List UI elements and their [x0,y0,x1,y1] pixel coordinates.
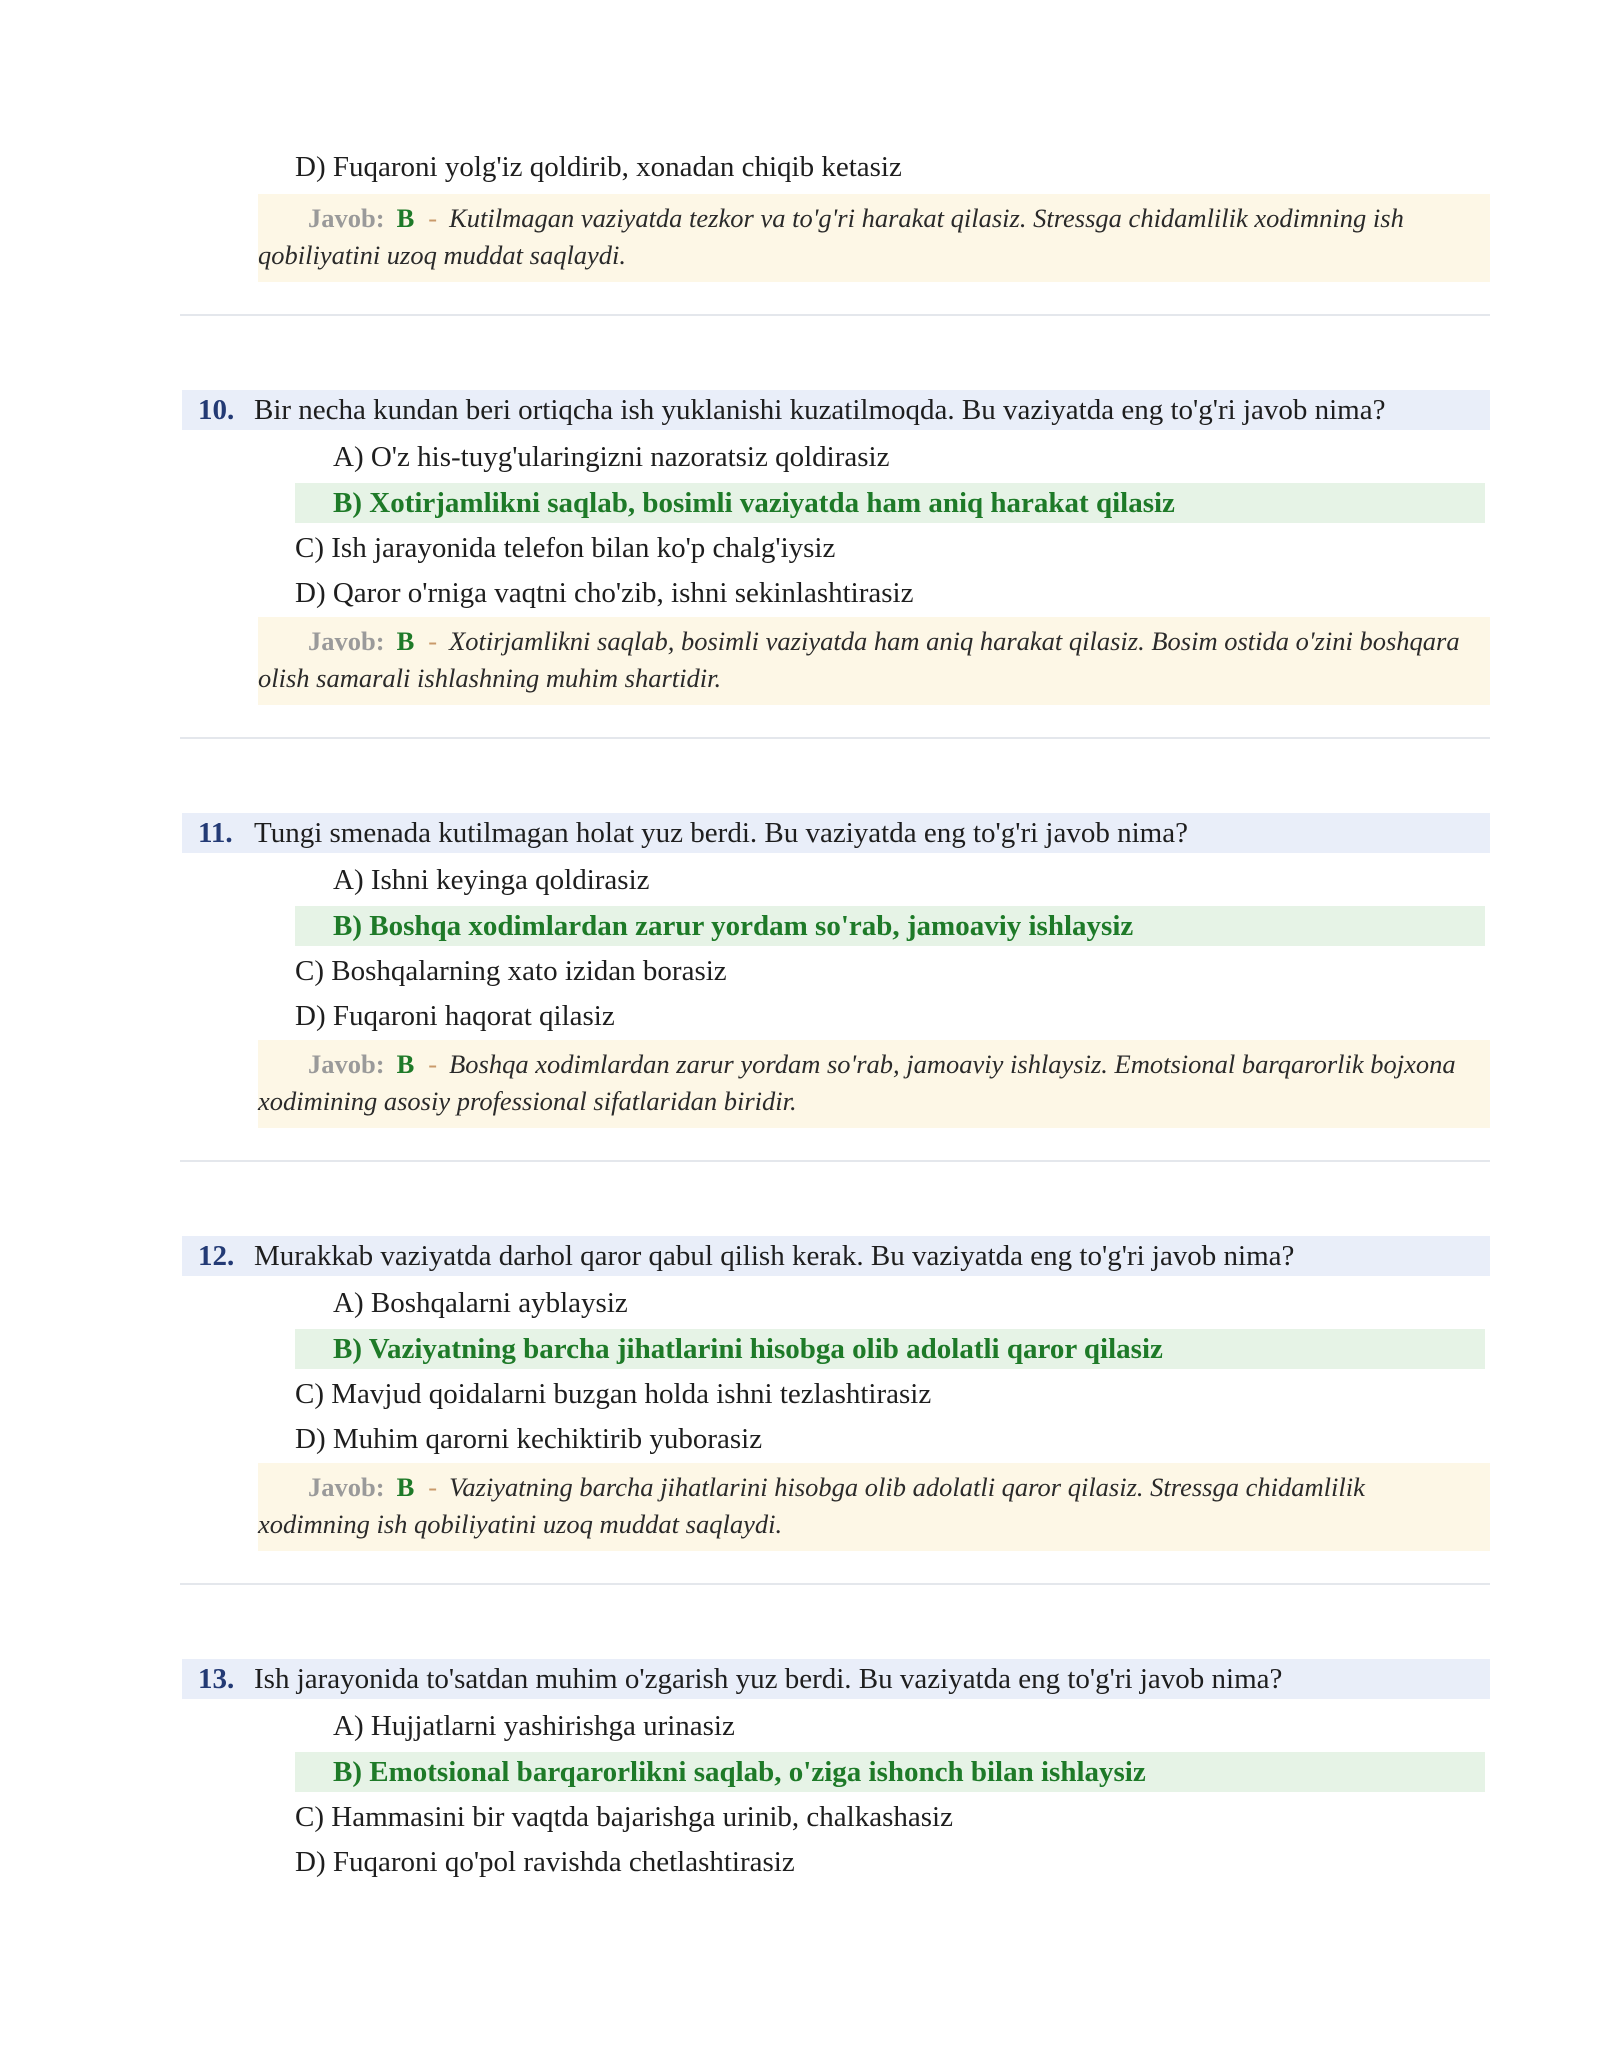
option-c: C) Hammasini bir vaqtda bajarishga urinib, chalkashasiz [295,1801,953,1833]
option-c: C) Ish jarayonida telefon bilan ko'p chalg'iysiz [295,532,836,564]
question-text: Tungi smenada kutilmagan holat yuz berdi. Bu vaziyatda eng to'g'ri javob nima? [254,817,1188,849]
option-b-correct: B) Vaziyatning barcha jihatlarini hisobga olib adolatli qaror qilasiz [295,1329,1485,1369]
question-number: 10. [198,394,235,426]
question-number: 13. [198,1663,235,1695]
option-a: A) Boshqalarni ayblaysiz [333,1287,628,1319]
answer-dash: - [428,1049,438,1079]
answer-dash: - [428,1472,438,1502]
answer-box [258,194,1490,282]
question-text: Murakkab vaziyatda darhol qaror qabul qilish kerak. Bu vaziyatda eng to'g'ri javob nima? [254,1240,1295,1272]
question-divider [180,314,1490,316]
option-b-correct: B) Boshqa xodimlardan zarur yordam so'rab, jamoaviy ishlaysiz [295,906,1485,946]
option-d: D) Fuqaroni qo'pol ravishda chetlashtirasiz [295,1846,795,1878]
question-text: Ish jarayonida to'satdan muhim o'zgarish yuz berdi. Bu vaziyatda eng to'g'ri javob nima? [254,1663,1283,1695]
answer-label: Javob: [308,203,385,233]
answer-label: Javob: [308,626,385,656]
answer-box [258,617,1490,705]
question-divider [180,737,1490,739]
question-number: 11. [198,817,233,849]
answer-explanation: Vaziyatning barcha jihatlarini hisobga olib adolatli qaror qilasiz. Stressga chidamlilik xodimning ish qobiliyatini uzoq muddat saqlaydi. [258,1472,1365,1539]
answer-explanation: Kutilmagan vaziyatda tezkor va to'g'ri harakat qilasiz. Stressga chidamlilik xodimning ish qobiliyatini uzoq muddat saqlaydi. [258,203,1404,270]
question-divider [180,1160,1490,1162]
answer-letter: B [396,626,415,656]
option-d: D) Qaror o'rniga vaqtni cho'zib, ishni sekinlashtirasiz [295,577,914,609]
question-divider [180,1583,1490,1585]
answer-letter: B [396,1472,415,1502]
answer-dash: - [428,626,438,656]
option-d: D) Fuqaroni yolg'iz qoldirib, xonadan chiqib ketasiz [295,151,902,183]
question-text: Bir necha kundan beri ortiqcha ish yuklanishi kuzatilmoqda. Bu vaziyatda eng to'g'ri javob nima? [254,394,1386,426]
question-header [182,1659,1490,1699]
answer-letter: B [396,1049,415,1079]
answer-label: Javob: [308,1049,385,1079]
question-header [182,1236,1490,1276]
answer-box [258,1463,1490,1551]
option-b-correct: B) Emotsional barqarorlikni saqlab, o'ziga ishonch bilan ishlaysiz [295,1752,1485,1792]
option-c: C) Boshqalarning xato izidan borasiz [295,955,727,987]
option-b-correct: B) Xotirjamlikni saqlab, bosimli vaziyatda ham aniq harakat qilasiz [295,483,1485,523]
option-d: D) Fuqaroni haqorat qilasiz [295,1000,615,1032]
answer-letter: B [396,203,415,233]
question-header [182,390,1490,430]
question-number: 12. [198,1240,235,1272]
answer-explanation: Boshqa xodimlardan zarur yordam so'rab, jamoaviy ishlaysiz. Emotsional barqarorlik bojxona xodimining asosiy professional sifatlaridan biridir. [258,1049,1456,1116]
question-header [182,813,1490,853]
answer-label: Javob: [308,1472,385,1502]
option-a: A) Ishni keyinga qoldirasiz [333,864,650,896]
answer-explanation: Xotirjamlikni saqlab, bosimli vaziyatda ham aniq harakat qilasiz. Bosim ostida o'zini boshqara olish samarali ishlashning muhim shartidir. [258,626,1460,693]
answer-box [258,1040,1490,1128]
option-a: A) O'z his-tuyg'ularingizni nazoratsiz qoldirasiz [333,441,890,473]
answer-dash: - [428,203,438,233]
option-a: A) Hujjatlarni yashirishga urinasiz [333,1710,735,1742]
option-d: D) Muhim qarorni kechiktirib yuborasiz [295,1423,763,1455]
option-c: C) Mavjud qoidalarni buzgan holda ishni tezlashtirasiz [295,1378,932,1410]
